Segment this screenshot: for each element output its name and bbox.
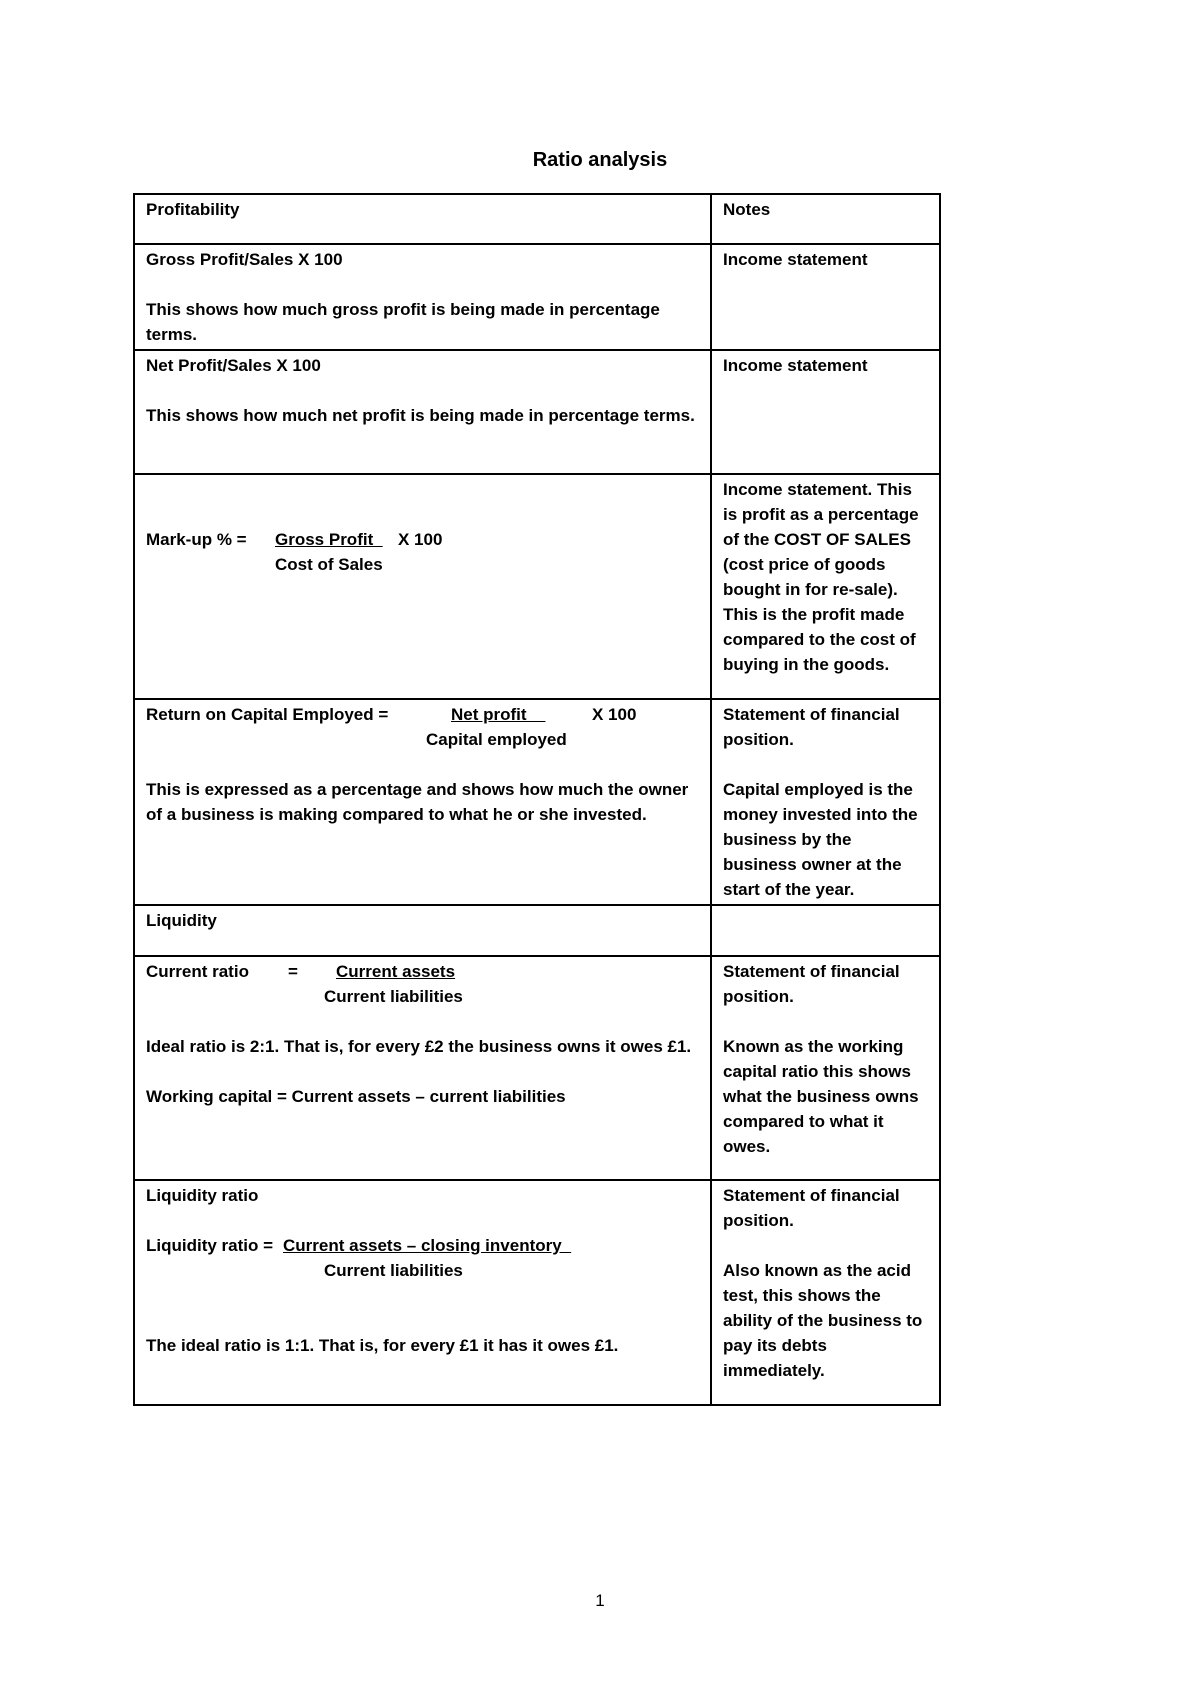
roce-numerator: Net profit [451,705,546,724]
liquidity-ratio-ideal: The ideal ratio is 1:1. That is, for every £1 it has it owes £1. [146,1336,619,1355]
table-row-mark-up [134,474,940,699]
current-ratio-formula [146,959,700,984]
roce-cell [134,699,711,905]
table-row-liquidity-ratio [134,1180,940,1405]
liquidity-ratio-cell [134,1180,711,1405]
liquidity-ratio-note-2: Also known as the acid test, this shows the ability of the business to pay its debts immediately. [723,1261,923,1380]
current-ratio-note-1: Statement of financial position. [723,962,900,1006]
liquidity-ratio-title: Liquidity ratio [146,1186,259,1205]
net-profit-formula: Net Profit/Sales X 100 [146,356,321,375]
gross-profit-formula: Gross Profit/Sales X 100 [146,250,343,269]
page-number: 1 [595,1591,605,1610]
current-ratio-equals: = [288,962,298,981]
roce-description: This is expressed as a percentage and shows how much the owner of a business is making compared to what he or she invested. [146,780,689,824]
table-header-row [134,194,940,244]
mark-up-numerator: Gross Profit [275,530,383,549]
table-row-liquidity-header [134,905,940,956]
roce-note-cell [711,699,940,905]
mark-up-multiplier: X 100 [398,530,443,549]
gross-profit-description: This shows how much gross profit is being made in percentage terms. [146,300,660,344]
current-ratio-denominator: Current liabilities [324,987,463,1006]
table-row-roce [134,699,940,905]
table-row-gross-profit [134,244,940,350]
current-ratio-ideal: Ideal ratio is 2:1. That is, for every £2 the business owns it owes £1. [146,1037,692,1056]
header-profitability-label: Profitability [146,200,240,219]
ratio-table [133,193,941,1406]
header-notes-label: Notes [723,200,771,219]
roce-multiplier: X 100 [592,705,637,724]
page-title: Ratio analysis [532,149,668,171]
gross-profit-note: Income statement [723,250,868,269]
mark-up-formula [146,527,700,552]
table-row-net-profit [134,350,940,474]
mark-up-note: Income statement. This is profit as a percentage of the COST OF SALES (cost price of goods bought in for re-sale). This is the profit made compared to the cost of buying in the goods. [723,480,919,674]
liquidity-header-note-cell [711,905,940,956]
gross-profit-note-cell [711,244,940,350]
mark-up-denominator: Cost of Sales [275,555,383,574]
liquidity-ratio-label: Liquidity ratio = [146,1236,274,1255]
roce-denominator: Capital employed [426,730,567,749]
current-ratio-numerator: Current assets [336,962,456,981]
current-ratio-note-cell [711,956,940,1180]
roce-note-2: Capital employed is the money invested into the business by the business owner at the start of the year. [723,780,918,899]
liquidity-header-label: Liquidity [146,911,217,930]
liquidity-ratio-denominator: Current liabilities [324,1261,463,1280]
header-notes [711,194,940,244]
current-ratio-note-2: Known as the working capital ratio this shows what the business owns compared to what it owes. [723,1037,919,1156]
roce-note-1: Statement of financial position. [723,705,900,749]
liquidity-ratio-numerator: Current assets – closing inventory [283,1236,572,1255]
mark-up-label: Mark-up % = [146,530,247,549]
table-row-current-ratio [134,956,940,1180]
net-profit-description: This shows how much net profit is being made in percentage terms. [146,406,695,425]
net-profit-note: Income statement [723,356,868,375]
mark-up-cell [134,474,711,699]
gross-profit-cell [134,244,711,350]
current-ratio-cell [134,956,711,1180]
roce-label: Return on Capital Employed = [146,705,389,724]
roce-formula [146,702,700,727]
net-profit-note-cell [711,350,940,474]
working-capital-formula: Working capital = Current assets – current liabilities [146,1087,566,1106]
liquidity-ratio-note-1: Statement of financial position. [723,1186,900,1230]
net-profit-cell [134,350,711,474]
liquidity-ratio-note-cell [711,1180,940,1405]
header-profitability [134,194,711,244]
liquidity-ratio-formula [146,1233,700,1258]
liquidity-header-cell [134,905,711,956]
current-ratio-label: Current ratio [146,962,249,981]
mark-up-note-cell [711,474,940,699]
